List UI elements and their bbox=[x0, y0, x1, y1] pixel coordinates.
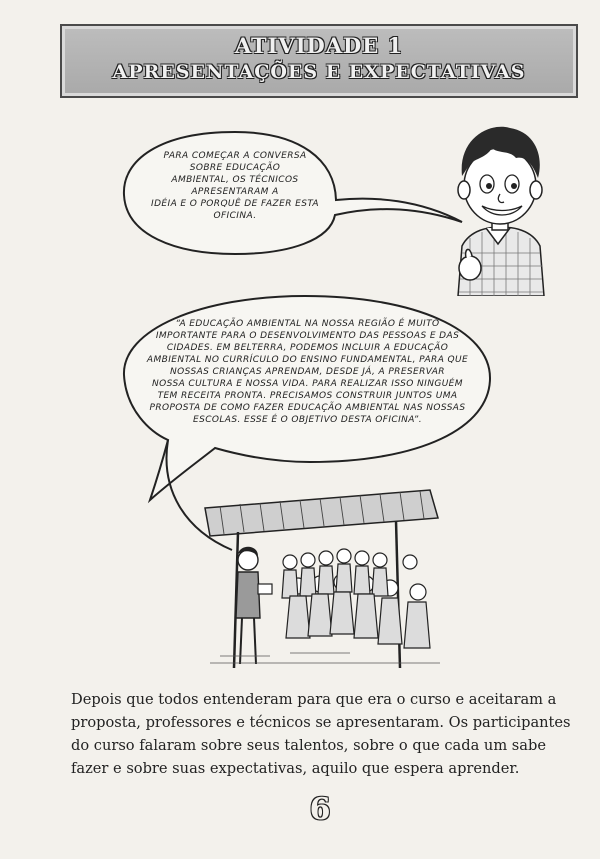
bubble-line: TEM RECEITA PRONTA. PRECISAMOS CONSTRUIR JUNTOS UMA bbox=[157, 391, 458, 401]
speech-bubble-intro bbox=[150, 150, 320, 222]
bubble-line: AMBIENTAL NO CURRÍCULO DO ENSINO FUNDAMENTAL, PARA QUE bbox=[146, 355, 469, 365]
bubble-line: NOSSA CULTURA E NOSSA VIDA. PARA REALIZAR ISSO NINGUÉM bbox=[152, 379, 463, 389]
speech-bubble-quote bbox=[140, 318, 475, 426]
bubble-line: PROPOSTA DE COMO FAZER EDUCAÇÃO AMBIENTAL NAS NOSSAS bbox=[149, 403, 466, 413]
boy-illustration bbox=[440, 118, 560, 296]
bubble-line: IDÉIA E O PORQUÊ DE FAZER ESTA bbox=[151, 199, 319, 209]
page-number: 6 bbox=[309, 792, 331, 827]
bubble-line: AMBIENTAL, OS TÉCNICOS bbox=[171, 175, 299, 185]
bubble-line: CIDADES. EM BELTERRA, PODEMOS INCLUIR A EDUCAÇÃO bbox=[166, 343, 449, 353]
bubble-line: “A EDUCAÇÃO AMBIENTAL NA NOSSA REGIÃO É MUITO bbox=[175, 319, 440, 329]
bubble-line: NOSSAS CRIANÇAS APRENDAM, DESDE JÁ, A PRESERVAR bbox=[170, 367, 445, 377]
bubble-line: APRESENTARAM A bbox=[191, 187, 279, 197]
bubble-line: SOBRE EDUCAÇÃO bbox=[189, 163, 281, 173]
bubble-line: PARA COMEÇAR A CONVERSA bbox=[163, 151, 307, 161]
bubble-line: IMPORTANTE PARA O DESENVOLVIMENTO DAS PESSOAS E DAS bbox=[155, 331, 460, 341]
bubble-line: ESCOLAS. ESSE É O OBJETIVO DESTA OFICINA”. bbox=[193, 415, 422, 425]
activity-subtitle: APRESENTAÇÕES E EXPECTATIVAS bbox=[112, 61, 526, 83]
activity-title: ATIVIDADE 1 bbox=[234, 33, 404, 58]
bubble-line: OFICINA. bbox=[213, 211, 257, 221]
meeting-scene-illustration bbox=[200, 488, 445, 673]
body-paragraph: Depois que todos entenderam para que era o curso e aceitaram a proposta, professores e técnicos se apresentaram. Os participantes do curso falaram sobre seus talentos, sobre o que cada um sabe fazer e sobre suas expectativas, aquilo que espera aprender. bbox=[71, 691, 571, 777]
